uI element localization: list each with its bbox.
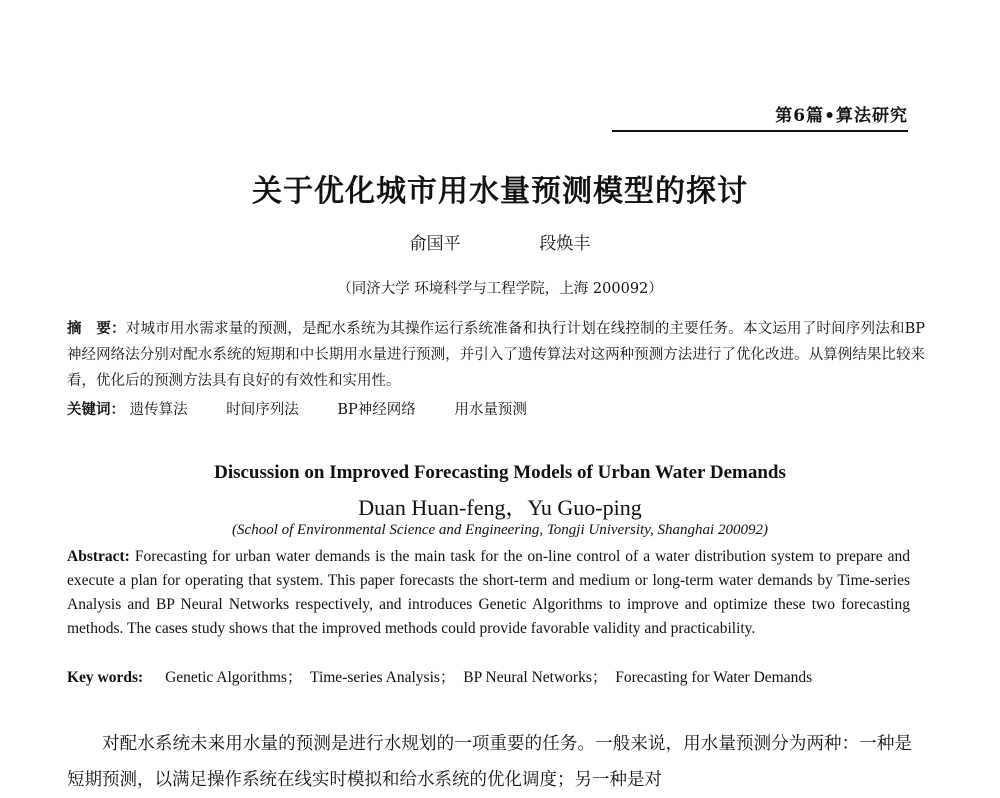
english-title: Discussion on Improved Forecasting Models of Urban Water Demands xyxy=(214,462,786,483)
chinese-affiliation: （同济大学 环境科学与工程学院，上海 200092） xyxy=(337,281,663,297)
english-keywords xyxy=(67,665,816,687)
english-abstract xyxy=(67,545,910,641)
english-keyword: Forecasting for Water Demands xyxy=(615,669,813,686)
english-keywords-label: Key words: xyxy=(67,669,144,686)
english-keyword: Genetic Algorithms； xyxy=(165,669,303,686)
chinese-abstract-label: 摘 要： xyxy=(67,320,126,337)
english-abstract-label: Abstract: xyxy=(67,548,130,565)
english-authors: Duan Huan-feng，Yu Guo-ping xyxy=(358,495,642,520)
chinese-author-2: 段焕丰 xyxy=(539,234,591,254)
body-paragraph: 对配水系统未来用水量的预测是进行水规划的一项重要的任务。一般来说，用水量预测分为两种：一种是短期预测，以满足操作系统在线实时模拟和给水系统的优化调度；另一种是对 xyxy=(67,734,912,790)
chinese-title: 关于优化城市用水量预测模型的探讨 xyxy=(252,174,748,209)
chinese-abstract xyxy=(67,316,925,394)
english-keyword: Time-series Analysis； xyxy=(310,669,456,686)
chinese-authors xyxy=(0,229,1000,254)
english-keyword: BP Neural Networks； xyxy=(463,669,608,686)
chinese-author-1: 俞国平 xyxy=(409,234,461,254)
english-abstract-text: Forecasting for urban water demands is the main task for the on-line control of a water distribution system to prepare and execute a plan for operating that system. This paper forecasts the short-term and medium or long-term water demands by Time-series Analysis and BP Neural Networks respectively, and introduces Genetic Algorithms to improve and optimize these two forecasting methods. The cases study shows that the improved methods could provide favorable validity and practicability. xyxy=(67,548,910,637)
section-tag: 第6篇•算法研究 xyxy=(775,106,908,126)
chinese-abstract-text: 对城市用水需求量的预测，是配水系统为其操作运行系统准备和执行计划在线控制的主要任务。本文运用了时间序列法和BP神经网络法分别对配水系统的短期和中长期用水量进行预测，并引入了遗传算法对这两种预测方法进行了优化改进。从算例结果比较来看，优化后的预测方法具有良好的有效性和实用性。 xyxy=(67,321,925,389)
section-rule xyxy=(612,130,908,132)
chinese-keyword: 遗传算法 xyxy=(129,402,188,418)
chinese-keyword: 时间序列法 xyxy=(226,402,299,418)
chinese-keywords xyxy=(67,398,561,419)
english-affiliation: (School of Environmental Science and Engineering, Tongji University, Shanghai 200092) xyxy=(232,522,768,538)
chinese-keyword: BP神经网络 xyxy=(337,402,416,418)
chinese-keyword: 用水量预测 xyxy=(454,402,527,418)
chinese-keywords-label: 关键词： xyxy=(67,401,125,418)
